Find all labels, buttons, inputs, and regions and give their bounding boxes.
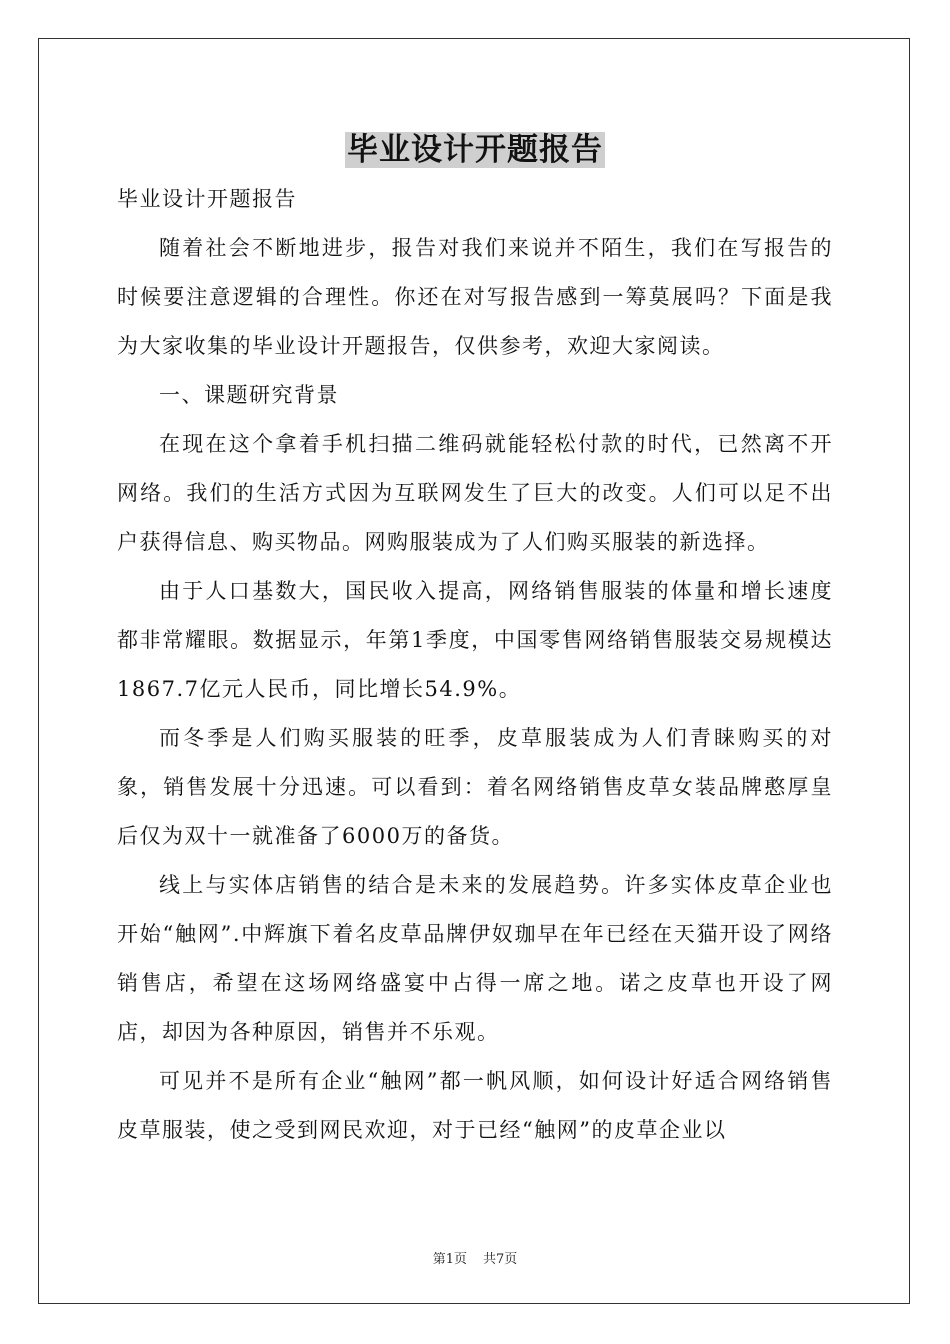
document-title bbox=[0, 126, 950, 174]
paragraph-intro: 随着社会不断地进步，报告对我们来说并不陌生，我们在写报告的时候要注意逻辑的合理性。你还在对写报告感到一筹莫展吗？下面是我为大家收集的毕业设计开题报告，仅供参考，欢迎大家阅读。 bbox=[117, 236, 833, 358]
section-heading-background: 一、课题研究背景 bbox=[159, 383, 339, 407]
page-footer bbox=[0, 1248, 950, 1267]
paragraph-winter-season: 而冬季是人们购买服装的旺季，皮草服装成为人们青睐购买的对象，销售发展十分迅速。可以看到：着名网络销售皮草女装品牌憨厚皇后仅为双十一就准备了6000万的备货。 bbox=[117, 726, 833, 848]
paragraph-online-shopping: 在现在这个拿着手机扫描二维码就能轻松付款的时代，已然离不开网络。我们的生活方式因为互联网发生了巨大的改变。人们可以足不出户获得信息、购买物品。网购服装成为了人们购买服装的新选择。 bbox=[117, 432, 833, 554]
page-total: 共7页 bbox=[483, 1252, 518, 1267]
document-body bbox=[117, 175, 833, 1155]
paragraph-online-offline: 线上与实体店销售的结合是未来的发展趋势。许多实体皮草企业也开始“触网”.中辉旗下着名皮草品牌伊奴珈早在年已经在天猫开设了网络销售店，希望在这场网络盛宴中占得一席之地。诺之皮草也开设了网店，却因为各种原因，销售并不乐观。 bbox=[117, 873, 833, 1044]
paragraph-conclusion: 可见并不是所有企业“触网”都一帆风顺，如何设计好适合网络销售皮草服装，使之受到网民欢迎，对于已经“触网”的皮草企业以 bbox=[117, 1069, 833, 1142]
page-number: 第1页 bbox=[432, 1252, 467, 1267]
paragraph-market-data: 由于人口基数大，国民收入提高，网络销售服装的体量和增长速度都非常耀眼。数据显示，年第1季度，中国零售网络销售服装交易规模达1867.7亿元人民币，同比增长54.9%。 bbox=[117, 579, 833, 701]
document-subtitle: 毕业设计开题报告 bbox=[117, 187, 297, 211]
document-title-text: 毕业设计开题报告 bbox=[347, 132, 603, 168]
